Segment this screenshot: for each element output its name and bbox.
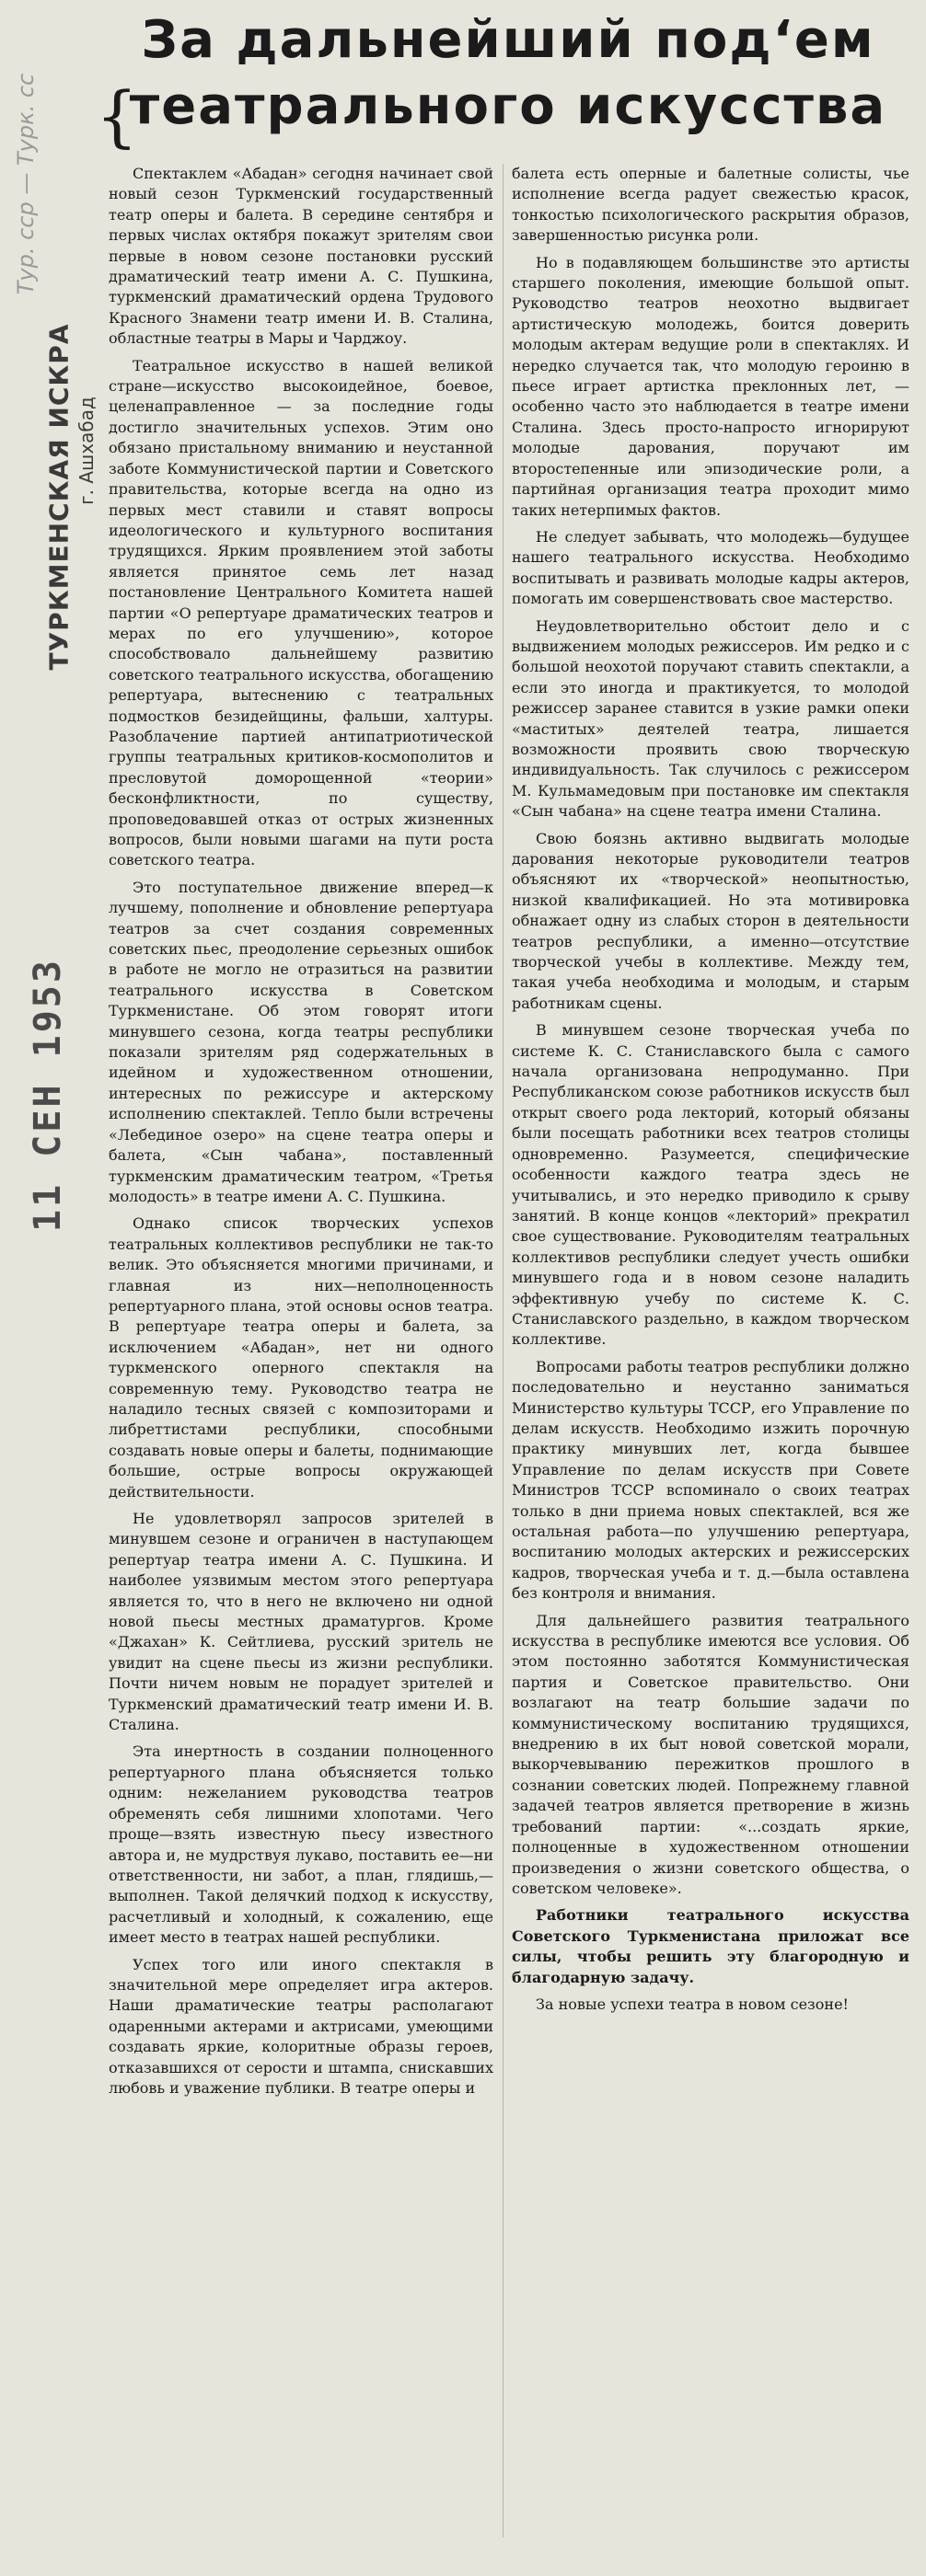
date-stamp: [11, 929, 85, 1260]
newspaper-city: г. Ашхабад: [75, 397, 98, 505]
paragraph: Однако список творческих успехов театральных коллективов республики не так-то велик. Это объясняется многими причинами, и главная из них—неполноценность репертуарного плана, этой основы основ театра. В репертуаре театра оперы и балета, за исключением «Абадан», нет ни одного туркменского оперного спектакля на современную тему. Руководство театра не наладило тесных связей с композиторами и либреттистами республики, способными создавать новые оперы и балеты, поднимающие большие, острые вопросы окружающей действительности.: [109, 1214, 493, 1501]
closing-slogan: За новые успехи театра в новом сезоне!: [536, 1995, 849, 2013]
paragraph: Спектаклем «Абадан» сегодня начинает свой новый сезон Туркменский государственный театр оперы и балета. В середине сентября и первых числах октября покажут зрителям свои первые в новом сезоне постановки русский драматический театр имени А. С. Пушкина, туркменский драматический ордена Трудового Красного Знамени театр имени И. В. Сталина, областные театры в Мары и Чарджоу.: [109, 165, 493, 348]
handwritten-margin-note: [7, 28, 44, 331]
paragraph-continued: балета есть оперные и балетные солисты, чье исполнение всегда радует свежестью красок, тонкостью психологического раскрытия образов, завершенностью рисунка роли.: [512, 165, 909, 245]
paragraph: Свою боязнь активно выдвигать молодые дарования некоторые руководители театров объясняют их «творческой» неопытностью, низкой квалификацией. Но эта мотивировка обнажает одну из слабых сторон в деятельности театров республики, а именно—отсутствие творческой учебы в коллективе. Между тем, такая учеба необходима и молодым, и старым работникам сцены.: [512, 829, 909, 1012]
article-headline: [103, 7, 913, 140]
paragraph: В минувшем сезоне творческая учеба по системе К. С. Станиславского была с самого начала организована непродуманно. При Республиканском союзе работников искусств был открыт своего рода лекторий, который обязаны были посещать работники всех театров столицы одновременно. Разумеется, специфические особенности каждого театра здесь не учитывались, и это нередко приводило к срыву занятий. В конце концов «лекторий» прекратил свое существование. Руководителям театральных коллективов республики следует учесть ошибки минувшего года и в новом сезоне наладить эффективную учебу по системе К. С. Станиславского раздельно, в каждом творческом коллективе.: [512, 1021, 909, 1349]
paragraph: Для дальнейшего развития театрального искусства в республике имеются все условия. Об этом постоянно заботятся Коммунистическая партия и Советское правительство. Они возлагают на театр большие задачи по коммунистическому воспитанию трудящихся, внедрению в их быт новой советской морали, выкорчевыванию пережитков прошлого в сознании советских людей. Попрежнему главной задачей театров является претворение в жизнь требований партии: «...создать яркие, полноценные в художественном отношении произведения о жизни советского общества, о советском человеке».: [512, 1611, 909, 1897]
paragraph: Не удовлетворял запросов зрителей в минувшем сезоне и ограничен в наступающем репертуар театра имени А. С. Пушкина. И наиболее уязвимым местом этого репертуара является то, что в него не включено ни одной новой пьесы местных драматургов. Кроме «Джахан» К. Сейтлиева, русский зритель не увидит на сцене пьесы из жизни республики. Почти ничем новым не порадует зрителей и Туркменский драматический театр имени И. В. Сталина.: [109, 1510, 493, 1734]
headline-line-2: театрального искусства: [129, 76, 887, 136]
paragraph: Не следует забывать, что молодежь—будущее нашего театрального искусства. Необходимо воспитывать и развивать молодые кадры актеров, помогать им совершенствовать свое мастерство.: [512, 527, 909, 608]
paragraph: Неудовлетворительно обстоит дело и с выдвижением молодых режиссеров. Им редко и с большой неохотой поручают ставить спектакли, а если это иногда и практикуется, то молодой режиссер заранее ставится в узкие рамки опеки «маститых» деятелей театра, лишается возможности проявить свою творческую индивидуальность. Так случилось с режиссером М. Кульмамедовым при постановке им спектакля «Сын чабана» на сцене театра имени Сталина.: [512, 616, 909, 821]
handwritten-bracket-icon: {: [96, 77, 138, 155]
paragraph: Но в подавляющем большинстве это артисты старшего поколения, имеющие большой опыт. Руководство театров неохотно выдвигает артистическую молодежь, боится доверить молодым актерам ведущие роли в спектаклях. И нередко случается так, что молодую героиню в пьесе играет артистка преклонных лет, — особенно часто это наблюдается в театре имени Сталина. Здесь просто-напросто игнорируют молодые дарования, поручают им второстепенные или эпизодические роли, а партийная организация театра проходит мимо таких нетерпимых фактов.: [512, 253, 909, 519]
newspaper-masthead: [42, 323, 101, 773]
paragraph: Театральное искусство в нашей великой стране—искусство высокоидейное, боевое, целенаправленное — за последние годы достигло значительных успехов. Этим оно обязано пристальному вниманию и неустанной заботе Коммунистической партии и Советского правительства, которые всегда на одно из первых мест ставили и ставят вопросы идеологического и культурного воспитания трудящихся. Ярким проявлением этой заботы является принятое семь лет назад постановление Центрального Комитета нашей партии «О репертуаре драматических театров и мерах по его улучшению», которое способствовало дальнейшему развитию советского театрального искусства, обогащению репертуара, вытеснению с театральных подмостков безидейщины, фальши, халтуры. Разоблачение партией антипатриотической группы театральных критиков-космополитов и пресловутой доморощенной «теории» бесконфликтности, по существу, проповедовавшей отказ от острых жизненных вопросов, были новыми шагами на пути роста советского театра.: [109, 356, 493, 869]
closing-paragraph: Работники театрального искусства Советского Туркменистана приложат все силы, чтобы решить эту благородную и благодарную задачу.: [512, 1906, 909, 1986]
margin-note-text: Тур. сср — Турк. сс: [13, 73, 39, 295]
article-column-left: [109, 164, 493, 2105]
date-stamp-text: 11 СЕН 1953: [27, 958, 69, 1232]
paragraph: Успех того или иного спектакля в значительной мере определяет игра актеров. Наши драматические театры располагают одаренными актерами и актрисами, умеющими создавать яркие, колоритные образы героев, отказавшихся от серости и штампа, снискавших любовь и уважение публики. В театре оперы и: [109, 1955, 493, 2097]
column-divider: [503, 164, 504, 2537]
paragraph: Это поступательное движение вперед—к лучшему, пополнение и обновление репертуара театров за счет создания современных советских пьес, преодоление серьезных ошибок в работе не могло не отразиться на развитии театрального искусства в Советском Туркменистане. Об этом говорят итоги минувшего сезона, когда театры республики показали зрителям ряд содержательных в идейном и художественном отношении, интересных по режиссуре и актерскому исполнению спектаклей. Тепло были встречены «Лебединое озеро» на сцене театра оперы и балета, «Сын чабана», поставленный туркменским драматическим театром, «Третья молодость» в театре имени А. С. Пушкина.: [109, 878, 493, 1205]
headline-line-1: За дальнейший под‘ем: [141, 10, 875, 70]
paragraph: Вопросами работы театров республики должно последовательно и неустанно заниматься Министерство культуры ТССР, его Управление по делам искусств. Необходимо изжить порочную практику минувших лет, когда бывшее Управление по делам искусств при Совете Министров ТССР вспоминало о своих театрах только в дни приема новых спектаклей, вся же остальная работа—по улучшению репертуара, воспитанию молодых актерских и режиссерских кадров, творческая учеба и т. д.—была оставлена без контроля и внимания.: [512, 1357, 909, 1603]
paragraph: Эта инертность в создании полноценного репертуарного плана объясняется только одним: нежеланием руководства театров обременять себя лишними хлопотами. Чего проще—взять известную пьесу известного автора и, не мудрствуя лукаво, поставить ее—ни ответственности, ни забот, а план, глядишь,—выполнен. Такой делячкий подход к искусству, расчетливый и холодный, к сожалению, еще имеет место в театрах нашей республики.: [109, 1742, 493, 1947]
article-column-right: [512, 164, 909, 2021]
newspaper-name: ТУРКМЕНСКАЯ ИСКРА: [43, 323, 75, 671]
